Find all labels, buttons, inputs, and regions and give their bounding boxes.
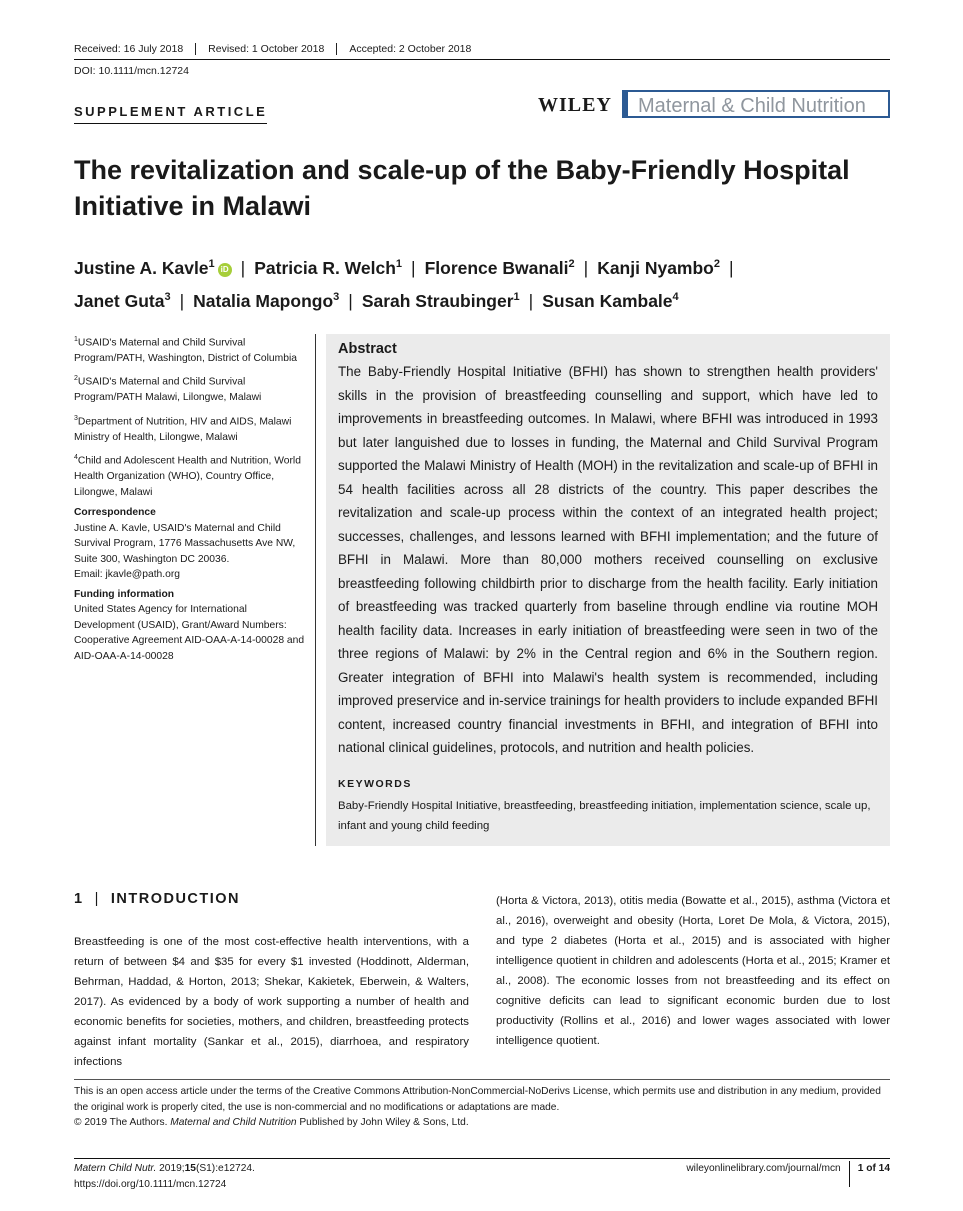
section-heading: 1 | INTRODUCTION — [74, 891, 241, 907]
received-date: Received: 16 July 2018 — [74, 43, 184, 55]
affiliation: $^4$Child and Adolescent Health and Nutrition, World Health Organization (WHO), Country Office, Lilongwe, Malawi — [74, 454, 301, 498]
affiliation: $^2$USAID's Maternal and Child Survival Program/PATH Malawi, Lilongwe, Malawi — [74, 375, 262, 404]
accepted-date: Accepted: 2 October 2018 — [336, 43, 483, 55]
journal-banner: Maternal & Child Nutrition — [622, 90, 890, 118]
licence-text: This is an open access article under the terms of the Creative Commons Attribution-NonCommercial-NoDerivs License, which permits use and distribution in any medium, provided the original work is properly cited, the use is non-commercial and no modifications or adaptations are made. — [74, 1086, 881, 1113]
header-rule — [74, 59, 890, 60]
funding-label: Funding information — [74, 588, 175, 600]
page-number: 1 of 14 — [849, 1161, 890, 1187]
affiliation: $^1$USAID's Maternal and Child Survival Program/PATH, Washington, District of Columbia — [74, 336, 297, 364]
author-name[interactable]: Florence Bwanali$^2$ — [424, 257, 575, 278]
licence-notice — [74, 1079, 890, 1131]
author-list: Justine A. Kavle$^1$ iD | Patricia R. Welch$^1$ | Florence Bwanali$^2$ | Kanji Nyambo$^2$ | Janet Guta$^3$ | Natalia Mapongo$^3$ | Sarah Straubinger$^1$ | Susan Kambale$^4$ — [74, 257, 734, 311]
footer-rule — [74, 1158, 890, 1159]
copyright-line: © 2019 The Authors. Maternal and Child Nutrition Published by John Wiley & Sons, Ltd. — [74, 1117, 469, 1128]
revised-date: Revised: 1 October 2018 — [195, 43, 336, 55]
article-type: SUPPLEMENT ARTICLE — [74, 104, 267, 124]
correspondence-email[interactable]: Email: jkavle@path.org — [74, 569, 181, 581]
abstract-text: The Baby-Friendly Hospital Initiative (BFHI) has shown to strengthen health providers' skills in the provision of breastfeeding counselling and support, which have led to improvements in breastfeeding outcomes. In Malawi, where BFHI was introduced in 1993 but later languished due to losses in funding, the Maternal and Child Survival Program supported the Malawi Ministry of Health (MOH) in the revitalization and scale-up of BFHI in 54 health facilities across all 28 districts of the country. This paper describes the revitalization and scale-up process within the context of an integrated health project; successes, challenges, and lessons learned with BFHI implementation; and the future of BFHI in Malawi. More than 80,000 mothers received counselling on exclusive breastfeeding following childbirth prior to discharge from the health facility. Early initiation of breastfeeding was tracked quarterly from baseline through endline via routine MOH health facility data. Increases in early initiation of breastfeeding were seen in two of the three regions of Malawi: by 2% in the Central region and 6% in the Southern region. Greater integration of BFHI into Malawi's health system is recommended, including improved preservice and in-service trainings for health providers to include expanded BFHI content, increased country financial investments in BFHI, and integration of BFHI into national clinical guidelines, protocols, and nutrition and health policies. — [338, 364, 878, 755]
abstract-heading: Abstract — [338, 341, 397, 357]
author-name[interactable]: Justine A. Kavle$^1$ iD — [74, 258, 232, 278]
journal-site-link[interactable]: wileyonlinelibrary.com/journal/mcn — [686, 1163, 841, 1174]
author-name[interactable]: Sarah Straubinger$^1$ — [361, 290, 520, 311]
orcid-icon[interactable]: iD — [218, 263, 232, 277]
author-name[interactable]: Janet Guta$^3$ — [74, 290, 171, 311]
affiliations-sidebar — [74, 332, 306, 664]
footer-right — [686, 1161, 890, 1187]
author-name[interactable]: Kanji Nyambo$^2$ — [597, 257, 721, 278]
sidebar-divider — [315, 334, 316, 846]
author-name[interactable]: Patricia R. Welch$^1$ — [254, 257, 403, 278]
keywords-text: Baby-Friendly Hospital Initiative, breastfeeding, breastfeeding initiation, implementation science, scale up, infant and young child feeding — [338, 799, 871, 832]
article-dates — [74, 43, 483, 55]
correspondence-label: Correspondence — [74, 507, 156, 519]
body-column-left: Breastfeeding is one of the most cost-effective health interventions, with a return of between $4 and $35 for every $1 invested (Hoddinott, Alderman, Behrman, Haddad, & Horton, 2013; Shekar, Kakietek, Eberwein, & Walters, 2017). As evidenced by a body of work supporting a number of health and economic benefits for societies, mothers, and children, breastfeeding protects against infant mortality (Sankar et al., 2015), diarrhoea, and respiratory infections — [74, 936, 469, 1068]
body-column-right: (Horta & Victora, 2013), otitis media (Bowatte et al., 2015), asthma (Victora et al., 2016), overweight and obesity (Horta, Loret De Mola, & Victora, 2015), and type 2 diabetes (Horta et al., 2015) and is associated with higher intelligence quotient in children and adolescents (Horta et al., 2015; Kramer et al., 2008). The economic losses from not breastfeeding and its effect on cognitive deficits can lead to significant economic burden due to lost productivity (Rollins et al., 2016) and lower wages associated with lower intelligence quotient. — [496, 895, 890, 1047]
correspondence-text: Justine A. Kavle, USAID's Maternal and Child Survival Program, 1776 Massachusetts Ave NW, Suite 300, Washington DC 20036. — [74, 522, 296, 565]
affiliation: $^3$Department of Nutrition, HIV and AIDS, Malawi Ministry of Health, Lilongwe, Malawi — [74, 414, 292, 443]
footer-citation: Matern Child Nutr. 2019;15(S1):e12724. https://doi.org/10.1111/mcn.12724 — [74, 1161, 255, 1192]
publisher-logo: WILEY — [538, 94, 612, 116]
keywords-heading: KEYWORDS — [338, 777, 412, 790]
abstract-box — [326, 334, 890, 846]
author-name[interactable]: Susan Kambale$^4$ — [542, 290, 679, 311]
doi[interactable]: DOI: 10.1111/mcn.12724 — [74, 65, 189, 77]
footer-doi-link[interactable]: https://doi.org/10.1111/mcn.12724 — [74, 1178, 227, 1190]
author-name[interactable]: Natalia Mapongo$^3$ — [193, 290, 340, 311]
funding-text: United States Agency for International Development (USAID), Grant/Award Numbers: Cooperative Agreement AID-OAA-A-14-00028 and AID-OAA-A-14-00028 — [74, 604, 305, 662]
article-title: The revitalization and scale-up of the Baby-Friendly Hospital Initiative in Malawi — [74, 155, 850, 221]
